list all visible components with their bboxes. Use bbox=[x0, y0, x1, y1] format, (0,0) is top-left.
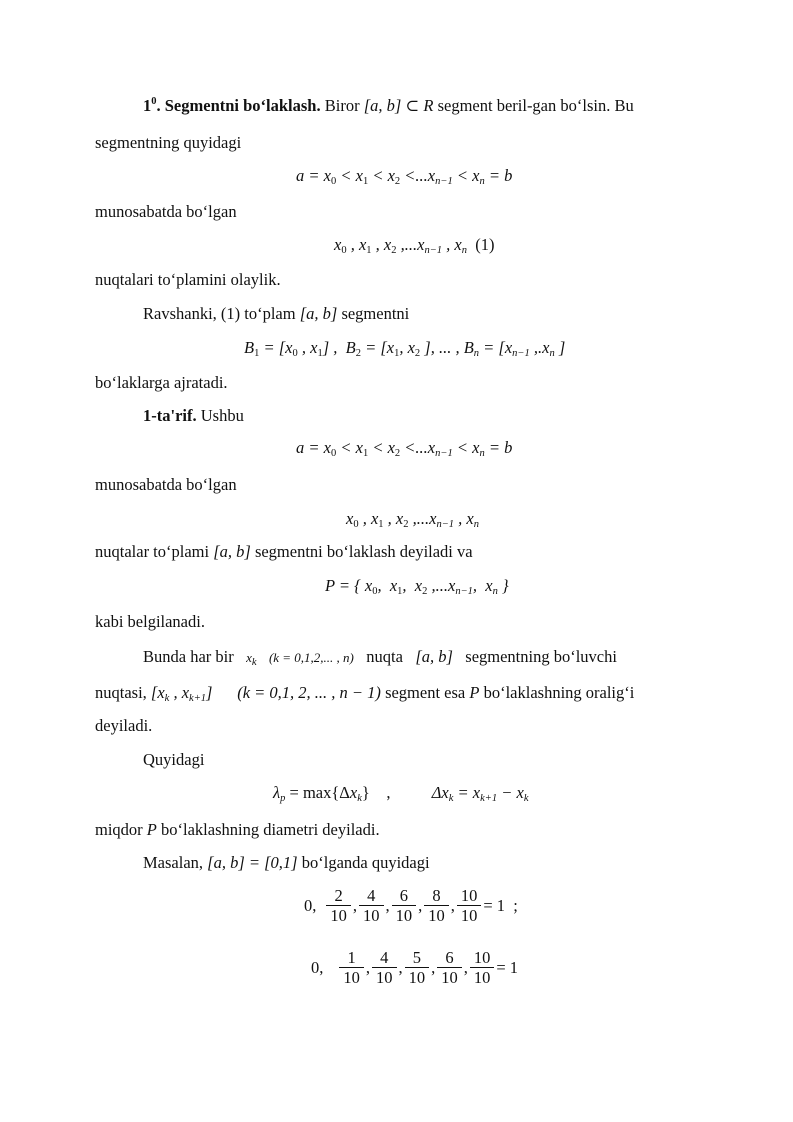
paragraph-line: bo‘laklarga ajratadi. bbox=[95, 373, 228, 392]
heading-text: Biror [a, b] ⊂ R segment beril-gan bo‘lsin. Bu bbox=[324, 96, 634, 115]
fraction: 4 10 bbox=[372, 948, 397, 987]
fraction: 6 10 bbox=[437, 948, 462, 987]
fraction: 8 10 bbox=[424, 886, 449, 925]
paragraph-line: nuqtalar to‘plami [a, b] segmentni bo‘laklash deyiladi va bbox=[95, 542, 473, 561]
fraction: $\frac{10}{10}$ bbox=[457, 886, 482, 925]
fraction: 1 10 bbox=[339, 948, 364, 987]
paragraph-line: Bunda har bir $x_k$ (k = 0,1,2,... , n) nuqta [a, b] segmentning bo‘luvchi bbox=[143, 647, 617, 668]
paragraph-line: Masalan, [a, b] = [0,1] bo‘lganda quyidagi bbox=[143, 853, 430, 872]
fraction-row-1: 0, 2 10 , 4 10 , 6 10 , 8 10 , $\frac{10}{10}$ = 1 ; bbox=[304, 886, 518, 925]
paragraph-line: munosabatda bo‘lgan bbox=[95, 475, 237, 494]
fraction: 2 10 bbox=[326, 886, 351, 925]
heading-number: $1^0$. Segmentni bo‘laklash. bbox=[143, 96, 321, 115]
section-heading bbox=[143, 96, 634, 116]
paragraph-line: Ravshanki, (1) to‘plam [a, b] segmentni bbox=[143, 304, 410, 323]
fraction: 5 10 bbox=[405, 948, 430, 987]
fraction: $\frac{10}{10}$ bbox=[470, 948, 495, 987]
paragraph-line: nuqtalari to‘plamini olaylik. bbox=[95, 270, 281, 289]
paragraph-line: miqdor P bo‘laklashning diametri deyiladi. bbox=[95, 820, 380, 839]
definition-title: 1-ta'rif. bbox=[143, 406, 197, 425]
fraction: 4 10 bbox=[359, 886, 384, 925]
intervals-equation: $B_1 = [x_0$ , $x_1$] , $B_2 = [x_1$, $x_2$ ], ... , $B_n = [x_{n-1}$ $,.x_n$ ] bbox=[244, 338, 566, 359]
fraction: 6 10 bbox=[392, 886, 417, 925]
paragraph-line: kabi belgilanadi. bbox=[95, 612, 205, 631]
points-equation-2: $x_0$ , $x_1$ , $x_2$ $,...x_{n-1}$ , $x_n$ bbox=[346, 509, 479, 530]
inequality-chain-1: $a = x_0 < x_1 < x_2 <...x_{n-1} < x_n = b$ bbox=[296, 166, 513, 187]
paragraph-line: deyiladi. bbox=[95, 716, 153, 735]
diameter-equation: $\lambda_p = \max\{\Delta x_k\}$ , $\Delta x_k = x_{k+1} - x_k$ bbox=[273, 783, 529, 804]
paragraph-line: segmentning quyidagi bbox=[95, 133, 242, 152]
equation-number: (1) bbox=[475, 235, 495, 254]
partition-set-equation: P = { $x_0$, $x_1$, $x_2$ $,...x_{n-1}$, $x_n$ } bbox=[325, 576, 509, 597]
inequality-chain-2: $a = x_0 < x_1 < x_2 <...x_{n-1} < x_n = b$ bbox=[296, 438, 513, 459]
fraction-row-2: 0, 1 10 , 4 10 , 5 10 , 6 10 , $\frac{10}{10}$ = 1 bbox=[311, 948, 519, 987]
definition-line: 1-ta'rif. Ushbu bbox=[143, 406, 244, 425]
paragraph-line: munosabatda bo‘lgan bbox=[95, 202, 237, 221]
points-equation: $x_0$ , $x_1$ , $x_2$ $,...x_{n-1}$ , $x_n$ (1) bbox=[334, 235, 495, 256]
paragraph-line: Quyidagi bbox=[143, 750, 205, 769]
paragraph-line: nuqtasi, [$x_k$ , $x_{k+1}$] (k = 0,1, 2, ... , n − 1) segment esa P bo‘laklashning oralig‘i bbox=[95, 683, 635, 704]
